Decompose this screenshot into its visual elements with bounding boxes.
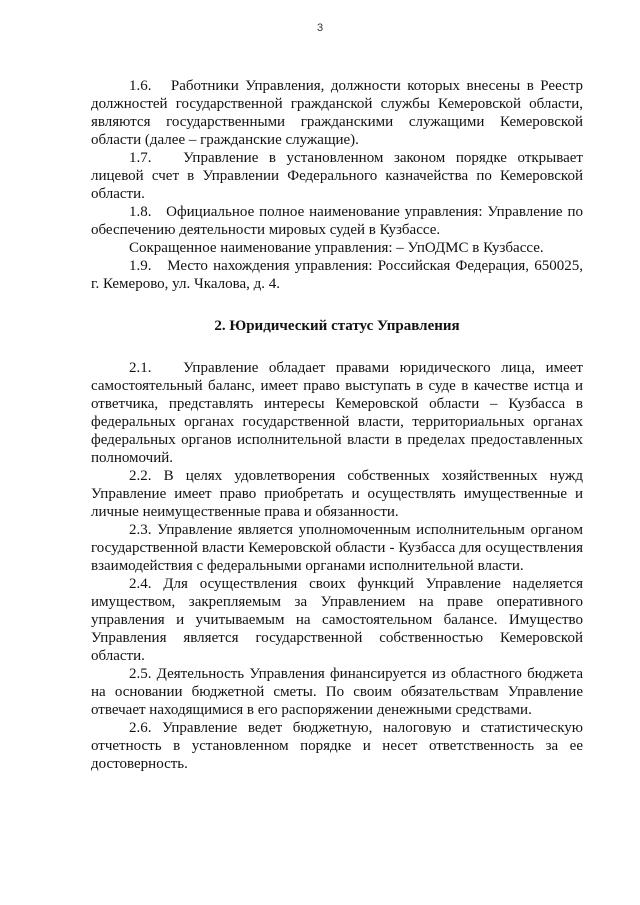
section-title: 2. Юридический статус Управления [214,318,460,334]
paragraph-1-8: 1.8. Официальное полное наименование управления: Управление по обеспечению деятельности мировых судей в Кузбассе. [91,204,583,238]
paragraph-1-6: 1.6. Работники Управления, должности которых внесены в Реестр должностей государственной гражданской службы Кемеровской области, являются государственными гражданскими служащими Кемеровской области (далее – гражданские служащие). [91,78,583,148]
paragraph-short-name: Сокращенное наименование управления: – УпОДМС в Кузбассе. [129,240,544,256]
page-number: 3 [316,22,324,34]
paragraph-1-9: 1.9. Место нахождения управления: Российская Федерация, 650025, г. Кемерово, ул. Чкалова, д. 4. [91,258,583,292]
paragraph-2-6: 2.6. Управление ведет бюджетную, налоговую и статистическую отчетность в установленном порядке и несет ответственность за ее достоверность. [91,720,583,772]
paragraph-2-1: 2.1. Управление обладает правами юридического лица, имеет самостоятельный баланс, имеет право выступать в суде в качестве истца и ответчика, представлять интересы Кемеровской области – Кузбасса в федеральных органах государственной власти, территориальных органах федеральных органов исполнительной власти в пределах предоставленных полномочий. [91,360,583,466]
paragraph-1-7: 1.7. Управление в установленном законом порядке открывает лицевой счет в Управлении Федерального казначейства по Кемеровской области. [91,150,583,202]
paragraph-2-4: 2.4. Для осуществления своих функций Управление наделяется имуществом, закрепляемым за Управлением на праве оперативного управления и учитываемым на самостоятельном балансе. Имущество Управления является государственной собственностью Кемеровской области. [91,576,583,664]
document-body [91,77,583,773]
paragraph-2-3: 2.3. Управление является уполномоченным исполнительным органом государственной власти Кемеровской области - Кузбасса для осуществления взаимодействия с федеральными органами исполнительной власти. [91,522,583,574]
paragraph-2-2: 2.2. В целях удовлетворения собственных хозяйственных нужд Управление имеет право приобретать и осуществлять имущественные и личные неимущественные права и обязанности. [91,468,583,520]
paragraph-2-5: 2.5. Деятельность Управления финансируется из областного бюджета на основании бюджетной сметы. По своим обязательствам Управление отвечает находящимися в его распоряжении денежными средствами. [91,666,583,718]
